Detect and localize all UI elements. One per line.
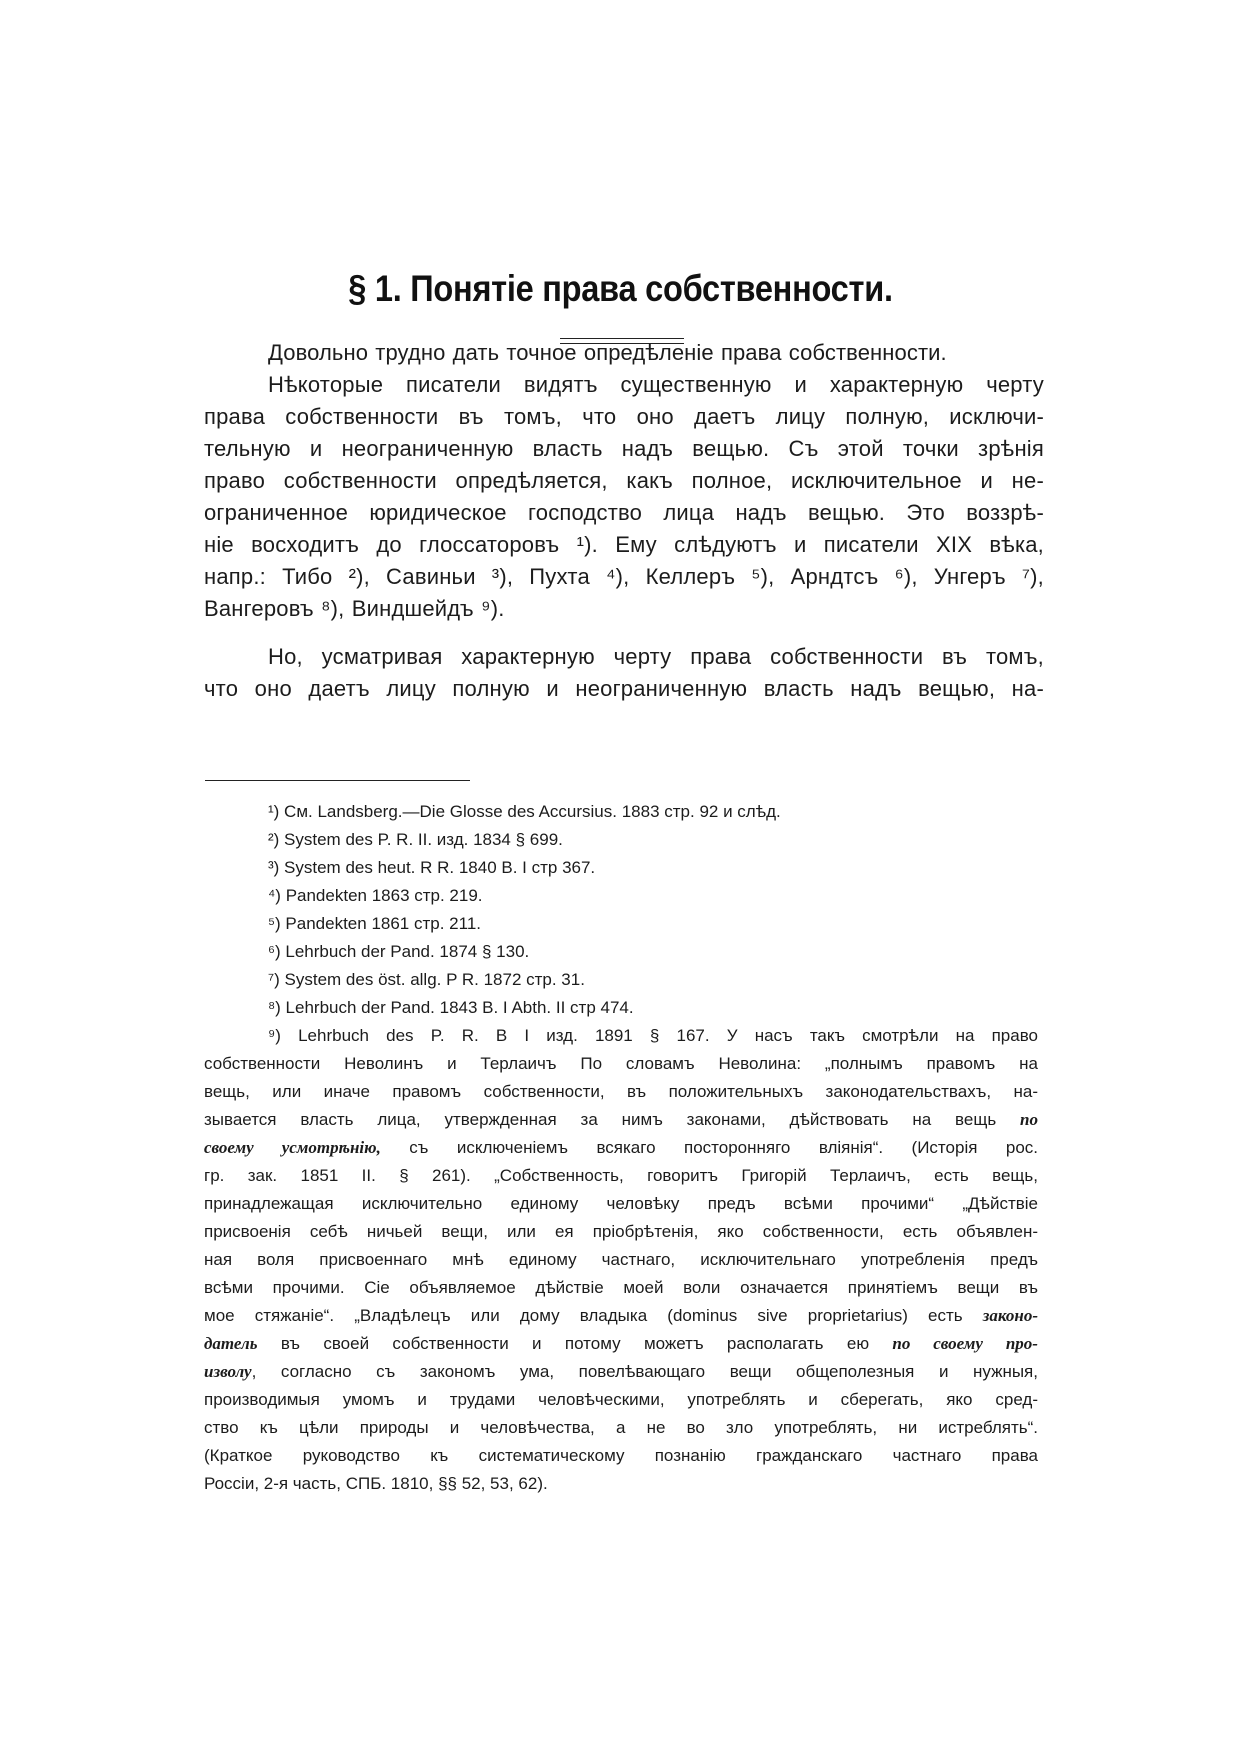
page-title: § 1. Понятіе права собственности. [348,268,893,309]
footnote-line: собственности Неволинъ и Терлаичъ По словамъ Неволина: „полнымъ правомъ на [204,1054,1038,1073]
footnote-6: ⁶) Lehrbuch der Pand. 1874 § 130. [268,942,530,961]
footnote-line: принадлежащая исключительно единому человѣку предъ всѣми прочими“ „Дѣйствіе [204,1194,1038,1213]
footnote-2: ²) System des P. R. II. изд. 1834 § 699. [268,830,563,849]
footnote-line: Россіи, 2-я часть, СПБ. 1810, §§ 52, 53, 62). [204,1474,548,1493]
footnote-text: мое стяжаніе“. „Владѣлецъ или дому владыка (dominus sive proprietarius) есть [204,1306,963,1325]
footnote-line: присвоенія себѣ ничьей вещи, или ея пріобрѣтенія, яко собственности, есть объявлен- [204,1222,1038,1241]
footnote-line: ство къ цѣли природы и человѣчества, а не во зло употреблять, ни истреблять“. [204,1418,1038,1437]
footnote-line: (Краткое руководство къ систематическому познанію гражданскаго частнаго права [204,1446,1038,1465]
footnote-line [204,1106,1038,1133]
body-line: права собственности въ томъ, что оно даетъ лицу полную, исключи- [204,404,1044,429]
footnote-line [204,1134,1038,1161]
footnote-text: въ своей собственности и потому можетъ располагать ею [280,1334,870,1353]
footnote-line [204,1302,1038,1329]
footnote-7: ⁷) System des öst. allg. P R. 1872 стр. 31. [268,970,585,989]
footnote-8: ⁸) Lehrbuch der Pand. 1843 B. I Abth. II стр 474. [268,998,634,1017]
footnote-text: , согласно съ закономъ ума, повелѣвающаго вещи общеполезныя и нужныя, [251,1362,1038,1381]
body-line: напр.: Тибо ²), Савиньи ³), Пухта ⁴), Келлеръ ⁵), Арндтсъ ⁶), Унгеръ ⁷), [204,564,1044,589]
footnote-italic: своему усмотрѣнію, [204,1138,381,1157]
footnote-line: вещь, или иначе правомъ собственности, въ положительныхъ законодательствахъ, на- [204,1082,1038,1101]
footnote-line: производимыя умомъ и трудами человѣческими, употреблять и сберегать, яко сред- [204,1390,1038,1409]
footnote-1: ¹) См. Landsberg.—Die Glosse des Accursius. 1883 стр. 92 и слѣд. [268,802,781,821]
footnote-italic: по [1020,1110,1038,1129]
footnote-text: зывается власть лица, утвержденная за нимъ законами, дѣйствовать на вещь [204,1110,997,1129]
footnote-italic: датель [204,1334,258,1353]
body-line: ніе восходитъ до глоссаторовъ ¹). Ему слѣдуютъ и писатели XIX вѣка, [204,532,1044,557]
body-line: право собственности опредѣляется, какъ полное, исключительное и не- [204,468,1044,493]
body-line: Вангеровъ ⁸), Виндшейдъ ⁹). [204,596,505,621]
footnote-4: ⁴) Pandekten 1863 стр. 219. [268,886,483,905]
body-line: что оно даетъ лицу полную и неограниченную власть надъ вещью, на- [204,676,1044,701]
body-line: Довольно трудно дать точное опредѣленіе права собственности. [268,340,947,365]
footnote-separator [205,780,470,781]
body-line: Нѣкоторые писатели видятъ существенную и характерную черту [268,372,1044,397]
footnote-3: ³) System des heut. R R. 1840 B. I стр 367. [268,858,596,877]
footnote-line: всѣми прочими. Сіе объявляемое дѣйствіе моей воли означается принятіемъ вещи въ [204,1278,1038,1297]
body-line: тельную и неограниченную власть надъ вещью. Съ этой точки зрѣнія [204,436,1044,461]
footnote-line: гр. зак. 1851 II. § 261). „Собственность, говоритъ Григорій Терлаичъ, есть вещь, [204,1166,1038,1185]
footnote-line: ная воля присвоеннаго мнѣ единому частнаго, исключительнаго употребленія предъ [204,1250,1038,1269]
footnote-5: ⁵) Pandekten 1861 стр. 211. [268,914,481,933]
footnote-line [204,1358,1038,1385]
footnote-text: съ исключеніемъ всякаго посторонняго вліянія“. (Исторія рос. [409,1138,1038,1157]
footnote-italic: законо- [982,1306,1038,1325]
footnote-line [204,1330,1038,1357]
footnote-line: ⁹) Lehrbuch des P. R. B I изд. 1891 § 167. У насъ такъ смотрѣли на право [268,1026,1038,1045]
body-line: ограниченное юридическое господство лица надъ вещью. Это воззрѣ- [204,500,1044,525]
footnote-italic: изволу [204,1362,252,1381]
footnote-italic: по своему про- [892,1334,1038,1353]
body-line: Но, усматривая характерную черту права собственности въ томъ, [268,644,1044,669]
